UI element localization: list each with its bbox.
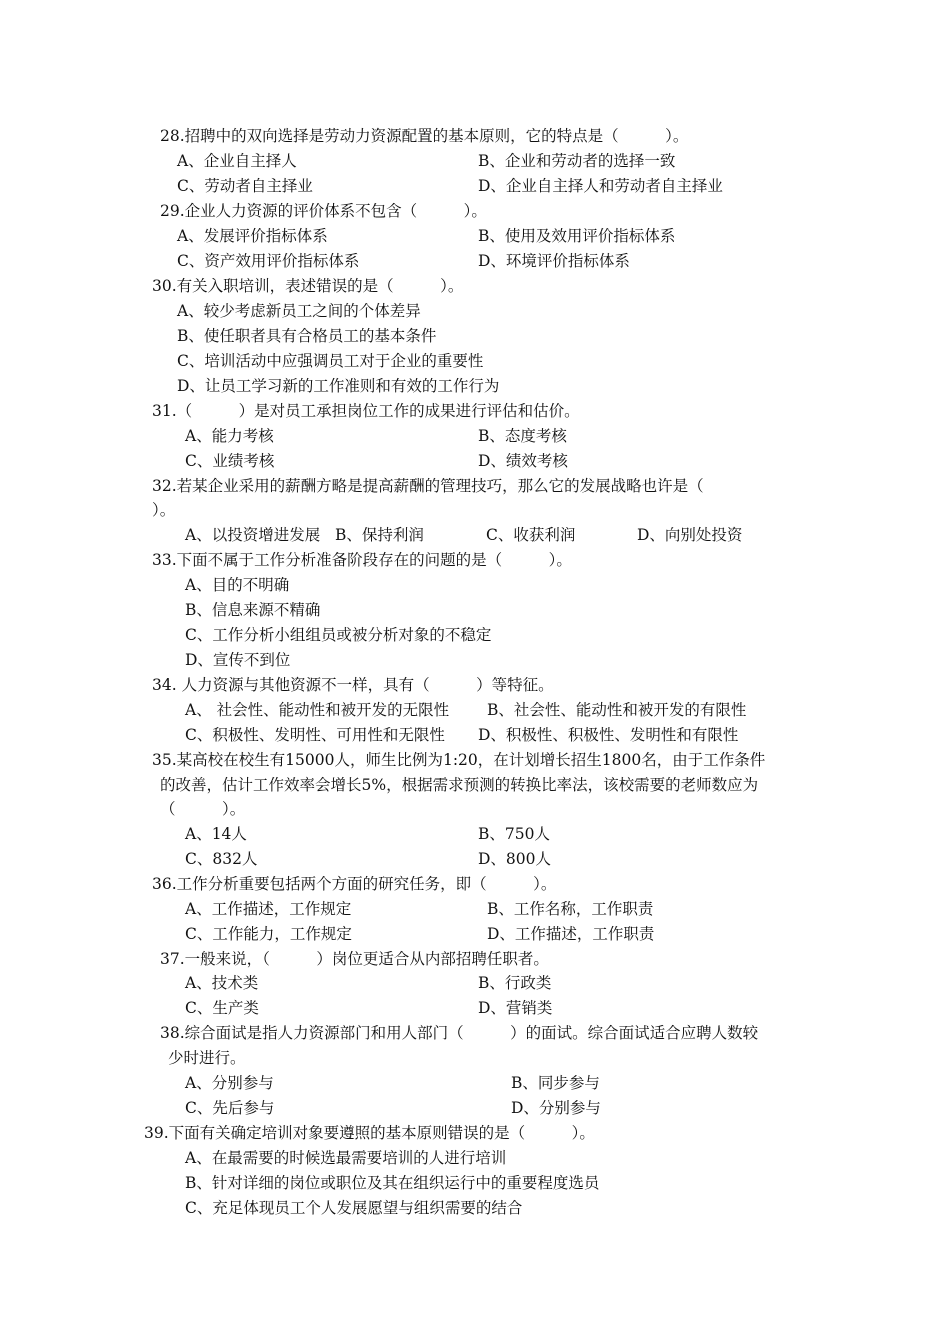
option-38-a: A、分别参与	[185, 1074, 274, 1092]
question-38-line-2: 少时进行。	[168, 1049, 246, 1067]
question-32-line-1: 32.若某企业采用的薪酬方略是提高薪酬的管理技巧，那么它的发展战略也许是（	[152, 477, 704, 495]
option-30-c: C、培训活动中应强调员工对于企业的重要性	[177, 352, 484, 370]
question-35-line-2: 的改善，估计工作效率会增长5%，根据需求预测的转换比率法，该校需要的老师数应为	[160, 776, 759, 794]
option-35-a: A、14人	[185, 825, 247, 843]
question-38-line-1: 38.综合面试是指人力资源部门和用人部门（ ）的面试。综合面试适合应聘人数较	[160, 1024, 759, 1042]
option-29-b: B、使用及效用评价指标体系	[478, 227, 676, 245]
question-36: 36.工作分析重要包括两个方面的研究任务，即（ ）。	[152, 875, 557, 893]
question-30: 30.有关入职培训，表述错误的是（ ）。	[152, 277, 464, 295]
option-38-c: C、先后参与	[185, 1099, 275, 1117]
option-37-d: D、营销类	[478, 999, 553, 1017]
option-36-c: C、工作能力，工作规定	[185, 925, 352, 943]
option-30-a: A、较少考虑新员工之间的个体差异	[177, 302, 421, 320]
question-39: 39.下面有关确定培训对象要遵照的基本原则错误的是（ ）。	[144, 1124, 595, 1142]
option-32-c: C、收获利润	[486, 526, 576, 544]
option-32-b: B、保持利润	[335, 526, 424, 544]
option-39-b: B、针对详细的岗位或职位及其在组织运行中的重要程度选员	[185, 1174, 600, 1192]
option-28-b: B、企业和劳动者的选择一致	[478, 152, 676, 170]
option-39-a: A、在最需要的时候选最需要培训的人进行培训	[185, 1149, 507, 1167]
option-36-a: A、工作描述，工作规定	[185, 900, 352, 918]
option-35-d: D、800人	[478, 850, 552, 868]
option-31-c: C、业绩考核	[185, 452, 275, 470]
option-33-d: D、宣传不到位	[185, 651, 291, 669]
option-33-b: B、信息来源不精确	[185, 601, 321, 619]
option-36-d: D、工作描述，工作职责	[487, 925, 655, 943]
option-38-b: B、同步参与	[511, 1074, 600, 1092]
question-31: 31.（ ）是对员工承担岗位工作的成果进行评估和估价。	[152, 402, 580, 420]
option-34-a: A、 社会性、能动性和被开发的无限性	[185, 701, 450, 719]
question-32-line-2: ）。	[152, 501, 176, 519]
option-28-a: A、企业自主择人	[177, 152, 297, 170]
option-30-b: B、使任职者具有合格员工的基本条件	[177, 327, 437, 345]
question-34: 34. 人力资源与其他资源不一样，具有（ ）等特征。	[152, 676, 554, 694]
option-28-c: C、劳动者自主择业	[177, 177, 313, 195]
question-29: 29.企业人力资源的评价体系不包含（ ）。	[160, 202, 487, 220]
option-29-a: A、发展评价指标体系	[177, 227, 328, 245]
option-36-b: B、工作名称，工作职责	[487, 900, 654, 918]
question-37: 37.一般来说，（ ）岗位更适合从内部招聘任职者。	[160, 950, 549, 968]
option-31-d: D、绩效考核	[478, 452, 568, 470]
option-34-d: D、积极性、积极性、发明性和有限性	[478, 726, 739, 744]
question-28: 28.招聘中的双向选择是劳动力资源配置的基本原则，它的特点是（ ）。	[160, 127, 689, 145]
question-33: 33.下面不属于工作分析准备阶段存在的问题的是（ ）。	[152, 551, 572, 569]
option-32-a: A、以投资增进发展	[185, 526, 321, 544]
option-29-d: D、环境评价指标体系	[478, 252, 630, 270]
question-35-line-1: 35.某高校在校生有15000人，师生比例为1:20，在计划增长招生1800名，由于工作条件	[152, 751, 766, 769]
option-37-b: B、行政类	[478, 974, 552, 992]
option-38-d: D、分别参与	[511, 1099, 601, 1117]
option-35-c: C、832人	[185, 850, 258, 868]
question-35-line-3: （ ）。	[160, 800, 246, 818]
option-33-c: C、工作分析小组组员或被分析对象的不稳定	[185, 626, 492, 644]
option-39-c: C、充足体现员工个人发展愿望与组织需要的结合	[185, 1199, 523, 1217]
option-31-b: B、态度考核	[478, 427, 567, 445]
option-37-c: C、生产类	[185, 999, 259, 1017]
option-35-b: B、750人	[478, 825, 550, 843]
option-28-d: D、企业自主择人和劳动者自主择业	[478, 177, 723, 195]
option-34-c: C、积极性、发明性、可用性和无限性	[185, 726, 445, 744]
option-32-d: D、向别处投资	[637, 526, 743, 544]
option-31-a: A、能力考核	[185, 427, 274, 445]
option-30-d: D、让员工学习新的工作准则和有效的工作行为	[177, 377, 500, 395]
option-29-c: C、资产效用评价指标体系	[177, 252, 360, 270]
option-33-a: A、目的不明确	[185, 576, 290, 594]
option-37-a: A、技术类	[185, 974, 259, 992]
option-34-b: B、社会性、能动性和被开发的有限性	[487, 701, 747, 719]
